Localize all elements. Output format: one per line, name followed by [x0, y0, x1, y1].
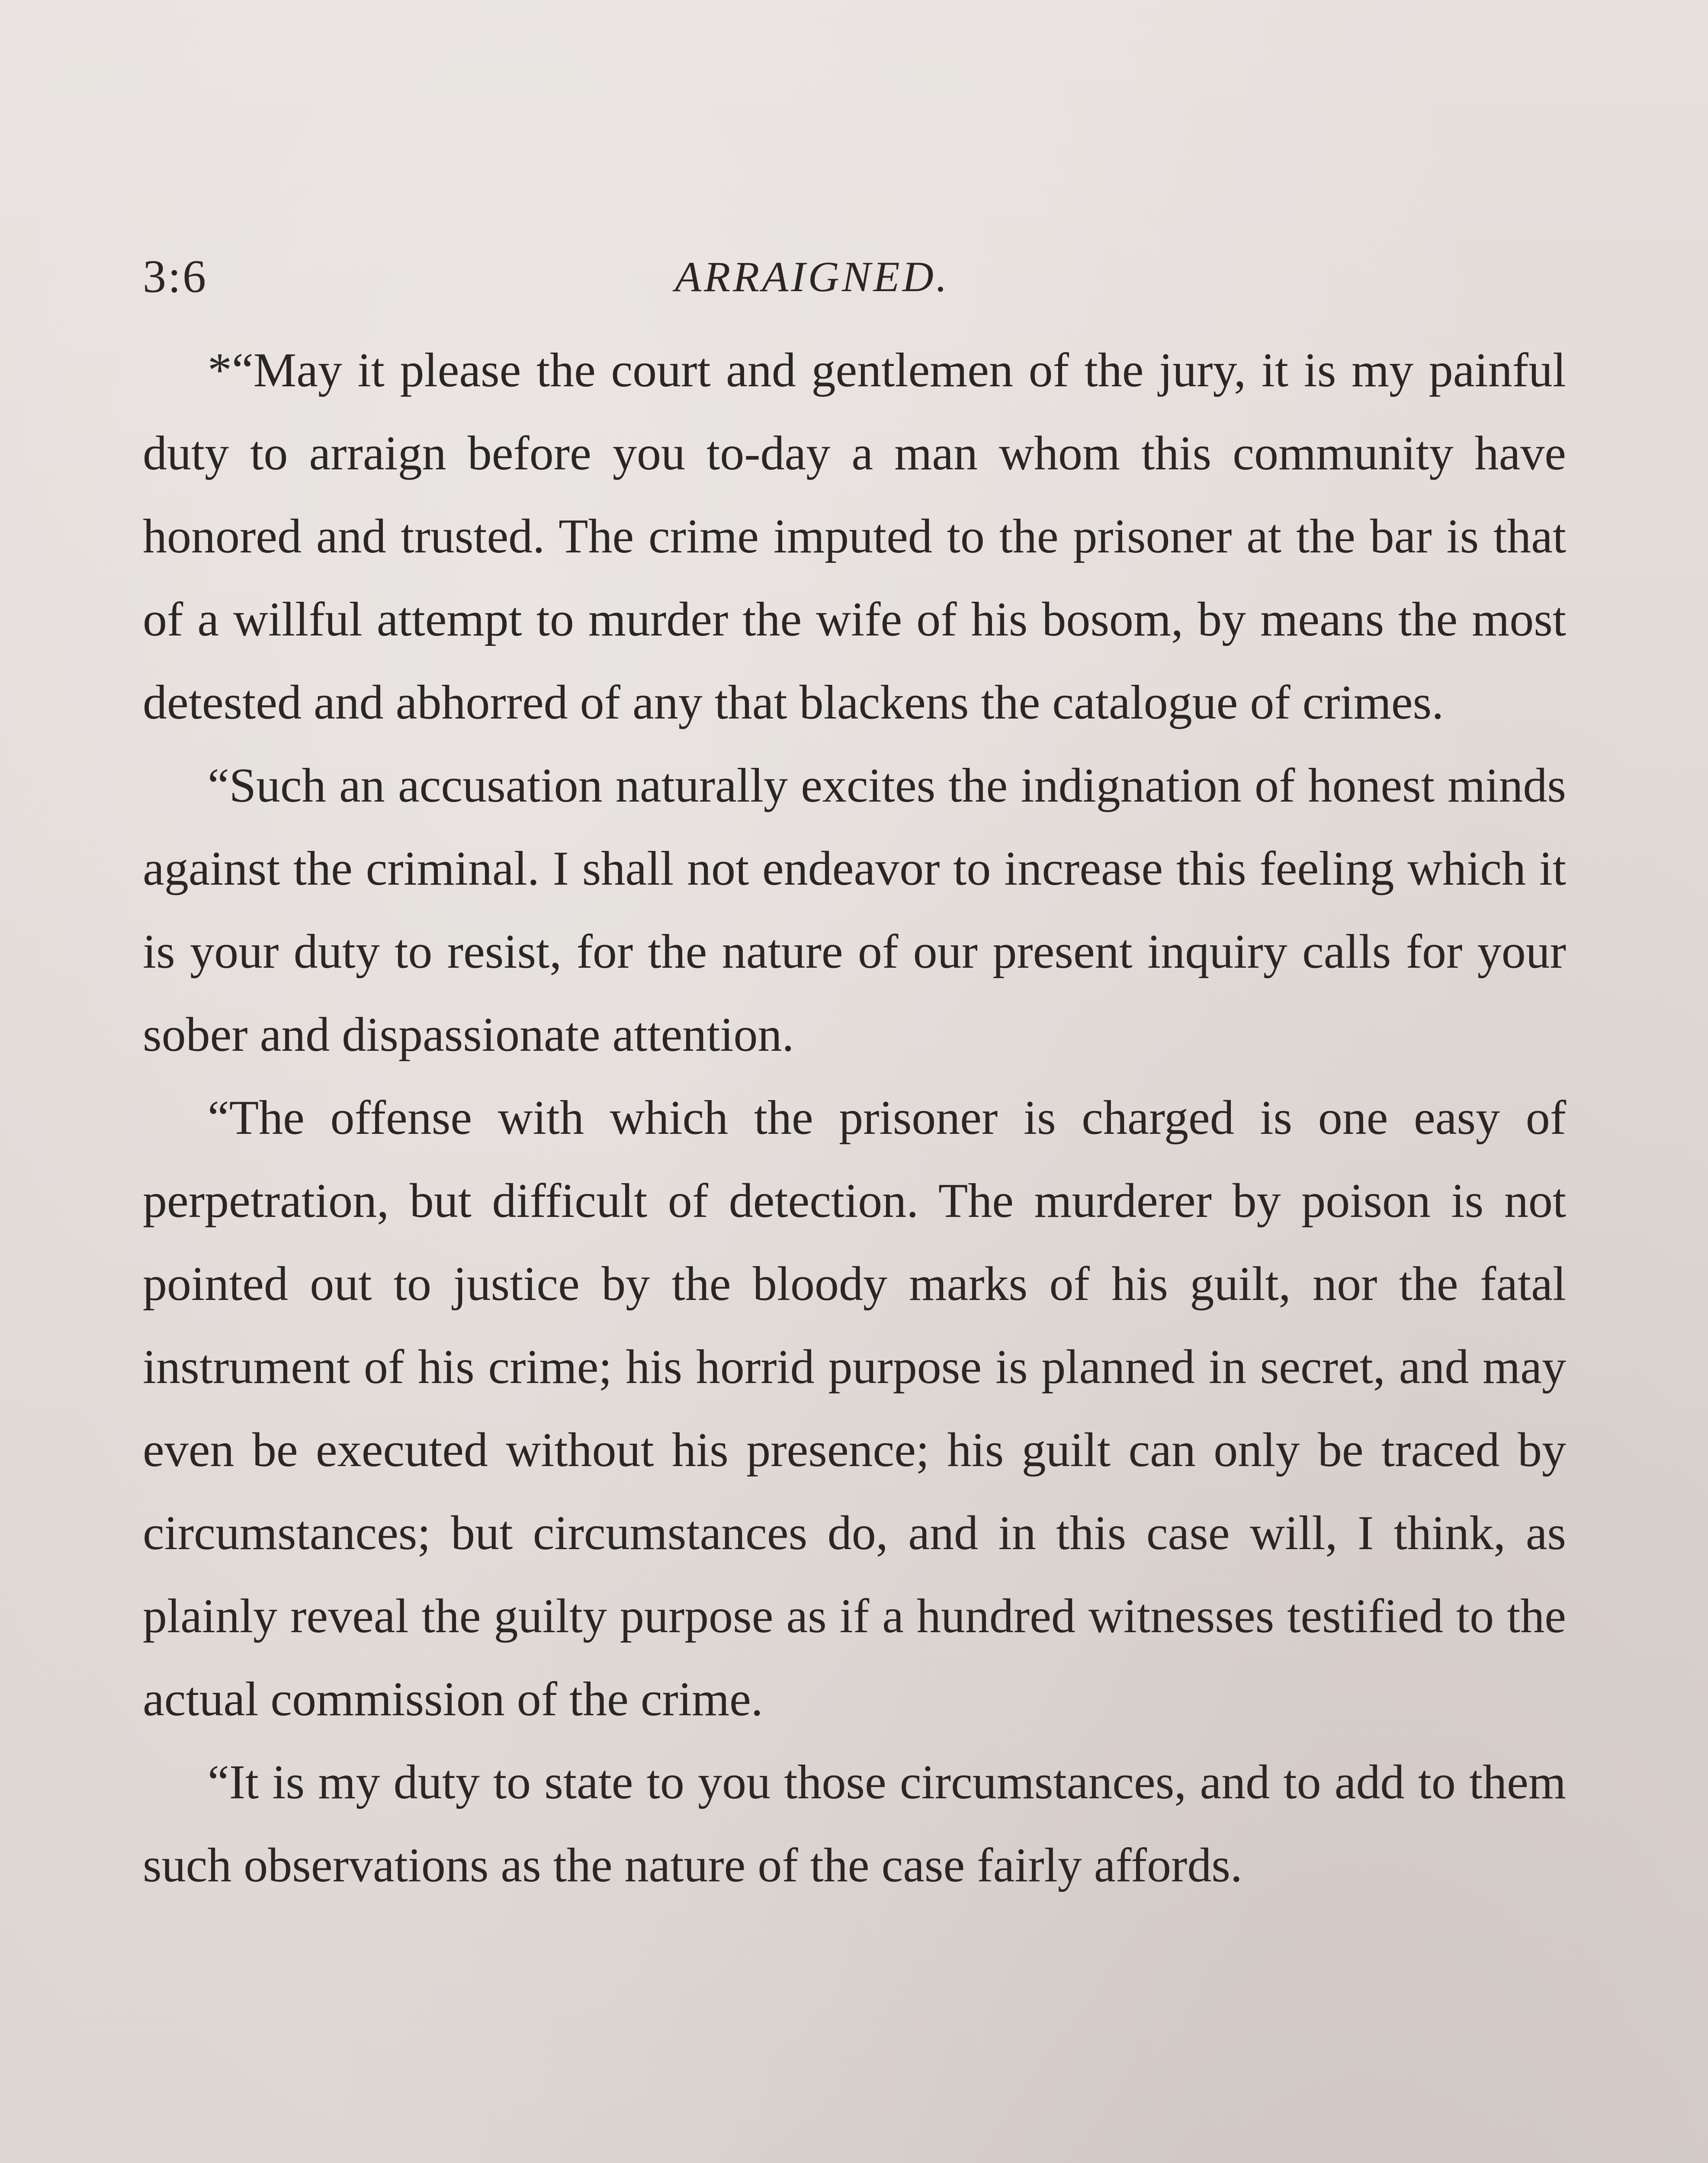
paragraph: “It is my duty to state to you those circumstances, and to add to them such observations as the nature of the case fairly affords. [143, 1755, 1566, 1892]
paragraph: “The offense with which the prisoner is charged is one easy of perpetration, but difficult of detection. The murderer by poison is not pointed out to justice by the bloody marks of his guilt, nor the fatal instrument of his crime; his horrid purpose is planned in secret, and may even be executed without his presence; his guilt can only be traced by circumstances; but circumstances do, and in this case will, I think, as plainly reveal the guilty purpose as if a hundred witnesses testified to the actual commission of the crime. [143, 1091, 1566, 1726]
body-text [143, 329, 1566, 1907]
paragraph: “Such an accusation naturally excites the indignation of honest minds against the criminal. I shall not endeavor to increase this feeling which it is your duty to resist, for the nature of our present inquiry calls for your sober and dispassionate attention. [143, 759, 1566, 1062]
paragraph: *“May it please the court and gentlemen of the jury, it is my painful duty to arraign before you to-day a man whom this community have honored and trusted. The crime imputed to the prisoner at the bar is that of a willful attempt to murder the wife of his bosom, by means the most detested and abhorred of any that blackens the catalogue of crimes. [143, 343, 1566, 729]
page-header [143, 242, 1570, 311]
running-head: ARRAIGNED. [675, 253, 950, 301]
page-number: 3:6 [143, 251, 208, 302]
